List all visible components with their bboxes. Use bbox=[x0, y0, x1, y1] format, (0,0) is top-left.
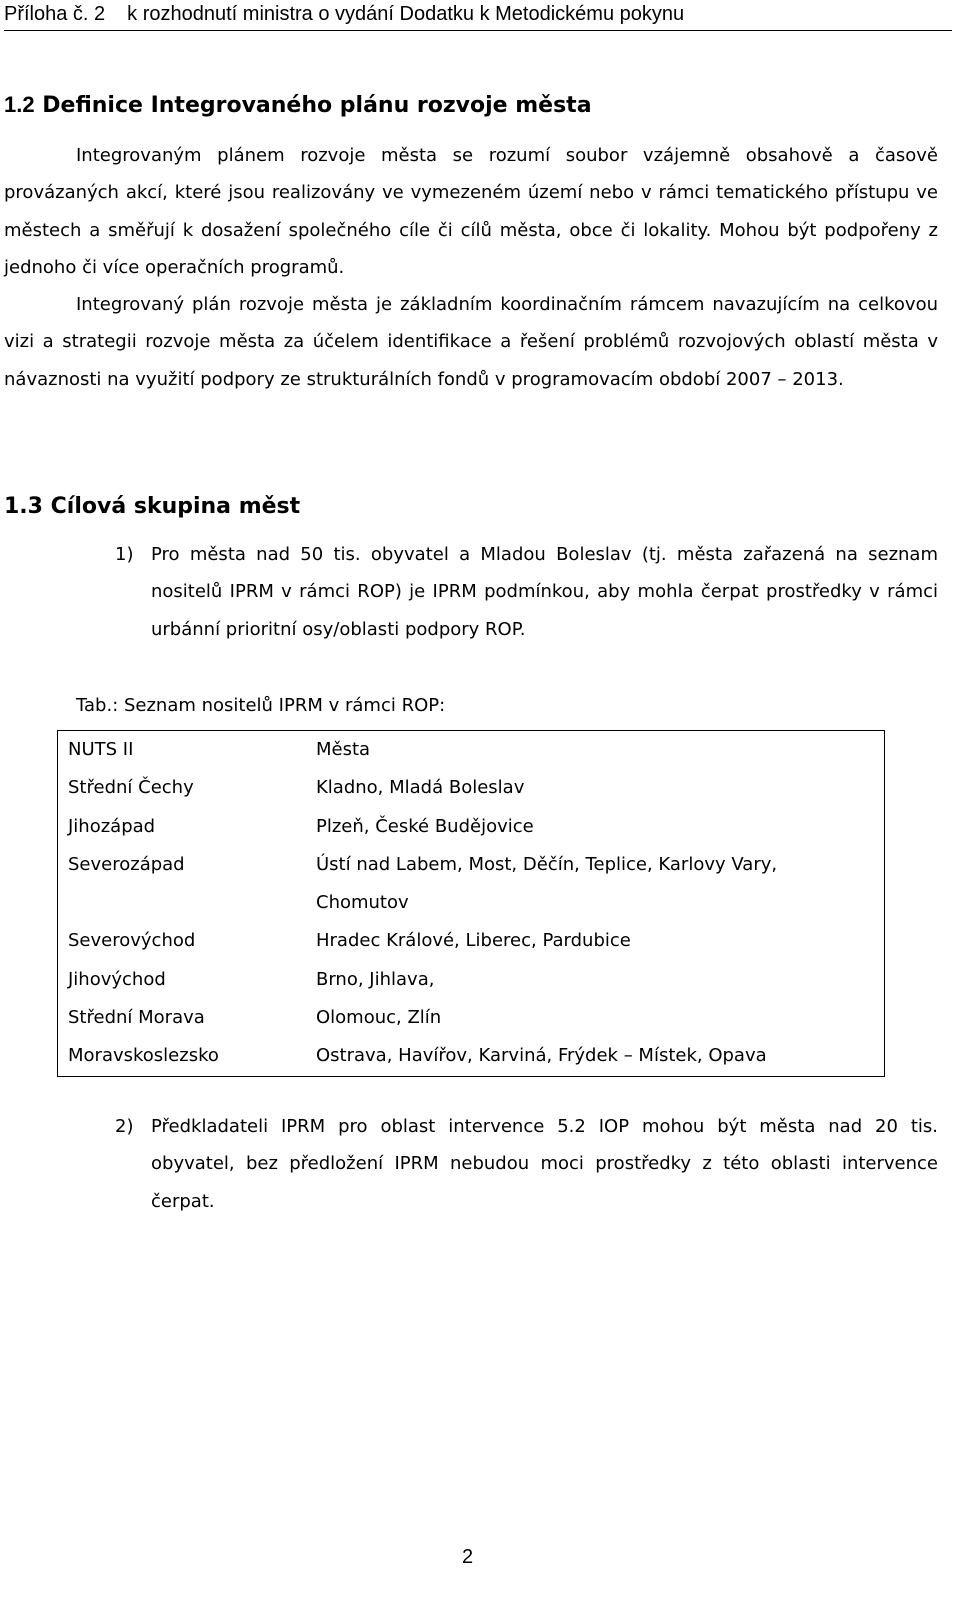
header-attachment: Příloha č. 2 bbox=[4, 3, 106, 25]
table-cell-region: Moravskoslezsko bbox=[58, 1037, 307, 1076]
section-1-2-number: 1.2 bbox=[4, 92, 35, 117]
table-cell-cities: Plzeň, České Budějovice bbox=[306, 808, 885, 846]
table-cell-region: Severozápad bbox=[58, 846, 307, 923]
target-group-list-1 bbox=[115, 536, 938, 648]
section-1-3-heading bbox=[4, 493, 300, 521]
table-row bbox=[58, 769, 885, 807]
iprm-holders-table bbox=[57, 730, 885, 1077]
section-1-3-number: 1.3 bbox=[4, 494, 43, 519]
section-1-2-title: Definice Integrovaného plánu rozvoje města bbox=[42, 93, 592, 118]
list-item bbox=[115, 1108, 938, 1220]
table-cell-region: Severovýchod bbox=[58, 922, 307, 960]
page-header bbox=[4, 2, 952, 31]
section-1-2-paragraph-1: Integrovaným plánem rozvoje města se rozumí soubor vzájemně obsahově a časově provázaných akcí, které jsou realizovány ve vymezeném území nebo v rámci tematického přístupu ve městech a směřují k dosažení společného cíle či cílů města, obce či lokality. Mohou být podpořeny z jednoho či více operačních programů. bbox=[4, 145, 938, 278]
table-caption: Tab.: Seznam nositelů IPRM v rámci ROP: bbox=[76, 695, 446, 716]
table-cell-region: Jihozápad bbox=[58, 808, 307, 846]
target-group-list-2 bbox=[115, 1108, 938, 1220]
table-row bbox=[58, 846, 885, 923]
table-row bbox=[58, 961, 885, 999]
table-cell-cities: Ostrava, Havířov, Karviná, Frýdek – Místek, Opava bbox=[306, 1037, 885, 1076]
section-1-2-paragraph-2: Integrovaný plán rozvoje města je základním koordinačním rámcem navazujícím na celkovou vizi a strategii rozvoje města za účelem identifikace a řešení problémů rozvojových oblastí města v návaznosti na využití podpory ze strukturálních fondů v programovacím období 2007 – 2013. bbox=[4, 294, 938, 390]
table-cell-cities: Kladno, Mladá Boleslav bbox=[306, 769, 885, 807]
table-cell-cities: Ústí nad Labem, Most, Děčín, Teplice, Karlovy Vary, Chomutov bbox=[306, 846, 885, 923]
table-header-cell: NUTS II bbox=[58, 731, 307, 770]
table-row bbox=[58, 999, 885, 1037]
table-cell-cities: Olomouc, Zlín bbox=[306, 999, 885, 1037]
table-cell-region: Střední Morava bbox=[58, 999, 307, 1037]
header-subtitle: k rozhodnutí ministra o vydání Dodatku k Metodickému pokynu bbox=[127, 3, 685, 25]
list-item-text: Pro města nad 50 tis. obyvatel a Mladou Boleslav (tj. města zařazená na seznam nositelů IPRM v rámci ROP) je IPRM podmínkou, aby mohla čerpat prostředky v rámci urbánní prioritní osy/oblasti podpory ROP. bbox=[151, 544, 938, 640]
table-row bbox=[58, 1037, 885, 1076]
table-row bbox=[58, 808, 885, 846]
list-item-marker: 2) bbox=[115, 1116, 134, 1137]
table-cell-region: Jihovýchod bbox=[58, 961, 307, 999]
section-1-3-title: Cílová skupina měst bbox=[50, 494, 301, 519]
table-cell-cities: Hradec Králové, Liberec, Pardubice bbox=[306, 922, 885, 960]
section-1-2-heading bbox=[4, 91, 592, 120]
table-header-cell: Města bbox=[306, 731, 885, 770]
page-number: 2 bbox=[462, 1546, 474, 1568]
table-cell-cities: Brno, Jihlava, bbox=[306, 961, 885, 999]
table-header-row bbox=[58, 731, 885, 770]
list-item-text: Předkladateli IPRM pro oblast intervence 5.2 IOP mohou být města nad 20 tis. obyvatel, bez předložení IPRM nebudou moci prostředky z této oblasti intervence čerpat. bbox=[151, 1116, 938, 1212]
list-item-marker: 1) bbox=[115, 544, 134, 565]
table-row bbox=[58, 922, 885, 960]
list-item bbox=[115, 536, 938, 648]
table-cell-region: Střední Čechy bbox=[58, 769, 307, 807]
